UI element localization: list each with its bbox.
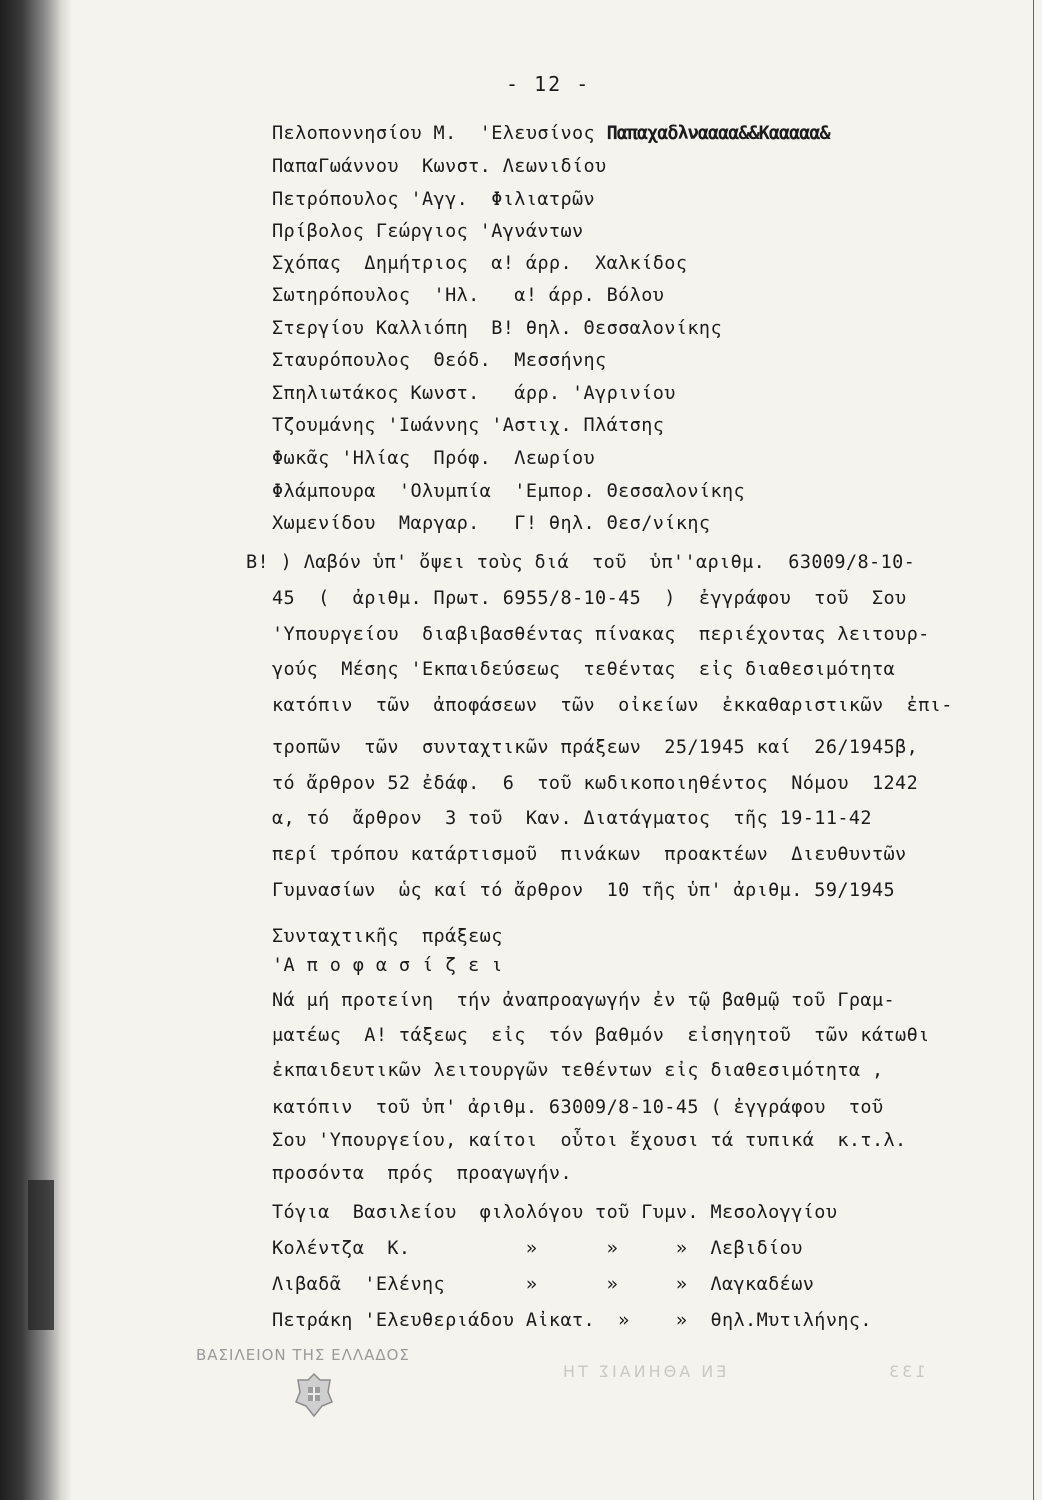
section-b-line: ἐκπαιδευτικῶν λειτουργῶν τεθέντων εἰς διαθεσιμότητα , — [272, 1060, 884, 1081]
section-b-line: κατόπιν τοῦ ὑπ' ἀριθμ. 63009/8-10-45 ( ἐγγράφου τοῦ — [272, 1097, 884, 1118]
section-b-line: Νά μή προτείνη τήν ἀναπροαγωγήν ἐν τῷ βαθμῷ τοῦ Γραμ- — [272, 990, 896, 1011]
section-b-line: προσόντα πρός προαγωγήν. — [272, 1163, 572, 1184]
staff-entry: Χωμενίδου Μαργαρ. Γ! θηλ. Θεσ/νίκης — [272, 513, 711, 534]
staff-entry: Στεργίου Καλλιόπη Β! θηλ. Θεσσαλονίκης — [272, 318, 722, 339]
section-b-line: τροπῶν τῶν συνταχτικῶν πράξεων 25/1945 καί 26/1945β, — [272, 737, 919, 758]
section-b-line: Συνταχτικῆς πράξεως — [272, 926, 503, 947]
staff-entry: Σταυρόπουλος Θεόδ. Μεσσήνης — [272, 350, 607, 371]
teacher-entry: Πετράκη 'Ελευθεριάδου Αἰκατ. » » θηλ.Μυτιλήνης. — [272, 1310, 872, 1331]
section-b-line: Γυμνασίων ὡς καί τό ἄρθρον 10 τῆς ὑπ' ἀριθμ. 59/1945 — [272, 880, 896, 901]
teacher-entry: Τόγια Βασιλείου φιλολόγου τοῦ Γυμν. Μεσολογγίου — [272, 1202, 838, 1223]
section-b-line: 45 ( ἀριθμ. Πρωτ. 6955/8-10-45 ) ἐγγράφου τοῦ Σου — [272, 588, 907, 609]
staff-list-row — [272, 123, 830, 144]
teacher-entry: Κολέντζα Κ. » » » Λεβιδίου — [272, 1238, 803, 1259]
binding-label — [28, 1180, 54, 1330]
struck-out-text: Παπαχαδλναααα&&Κααααα& — [606, 123, 830, 144]
staff-entry: Σπηλιωτάκος Κωνστ. άρρ. 'Αγρινίου — [272, 383, 676, 404]
section-b-line: τό ἄρθρον 52 ἐδάφ. 6 τοῦ κωδικοποιηθέντος Νόμου 1242 — [272, 773, 919, 794]
section-b-line: Σου 'Υπουργείου, καίτοι οὗτοι ἔχουσι τά τυπικά κ.τ.λ. — [272, 1130, 907, 1151]
staff-entry: ΠαπαΓωάννου Κωνστ. Λεωνιδίου — [272, 156, 607, 177]
staff-entry: Σωτηρόπουλος 'Ηλ. α! άρρ. Βόλου — [272, 285, 665, 306]
staff-entry: Σχόπας Δημήτριος α! άρρ. Χαλκίδος — [272, 253, 688, 274]
staff-entry: Πετρόπουλος 'Αγγ. Φιλιατρῶν — [272, 189, 596, 210]
library-stamp: ΒΑΣΙΛΕΙΟΝ ΤΗΣ ΕΛΛΑΔΟΣ — [196, 1346, 410, 1364]
staff-entry: Τζουμάνης 'Ιωάννης 'Αστιχ. Πλάτσης — [272, 415, 665, 436]
section-b-line: περί τρόπου κατάρτισμοῦ πινάκων προακτέων Διευθυντῶν — [272, 844, 907, 865]
crest-emblem-icon — [292, 1372, 336, 1418]
binding-shadow — [0, 0, 72, 1500]
section-b-line: γούς Μέσης 'Εκπαιδεύσεως τεθέντας εἰς διαθεσιμότητα — [272, 659, 896, 680]
bleed-through-text: ΕΝ ΑΘΗΝΑΙΣ ΤΗ — [560, 1362, 727, 1381]
page-edge — [1033, 0, 1034, 1500]
staff-entry: Πελοποννησίου Μ. 'Ελευσίνος — [272, 123, 607, 144]
bleed-through-number: 133 — [886, 1362, 926, 1381]
section-b-line: ματέως Α! τάξεως εἰς τόν βαθμόν εἰσηγητοῦ τῶν κάτωθι — [272, 1025, 930, 1046]
page-number: - 12 - — [506, 72, 591, 96]
section-b-line: Β! ) Λαβόν ὑπ' ὄψει τοὺς διά τοῦ ὑπ''αριθμ. 63009/8-10- — [246, 552, 916, 573]
teacher-entry: Λιβαδᾶ 'Ελένης » » » Λαγκαδέων — [272, 1274, 815, 1295]
section-b-line: α, τό ἄρθρον 3 τοῦ Καν. Διατάγματος τῆς 19-11-42 — [272, 808, 872, 829]
staff-entry: Φωκᾶς 'Ηλίας Πρόφ. Λεωρίου — [272, 448, 596, 469]
decision-heading: 'Α π ο φ α σ ί ζ ε ι — [272, 955, 503, 976]
section-b-line: κατόπιν τῶν ἀποφάσεων τῶν οἰκείων ἐκκαθαριστικῶν ἐπι- — [272, 695, 953, 716]
staff-entry: Πρίβολος Γεώργιος 'Αγνάντων — [272, 221, 584, 242]
section-b-line: 'Υπουργείου διαβιβασθέντας πίνακας περιέχοντας λειτουρ- — [272, 624, 930, 645]
staff-entry: Φλάμπουρα 'Ολυμπία 'Εμπορ. Θεσσαλονίκης — [272, 481, 746, 502]
